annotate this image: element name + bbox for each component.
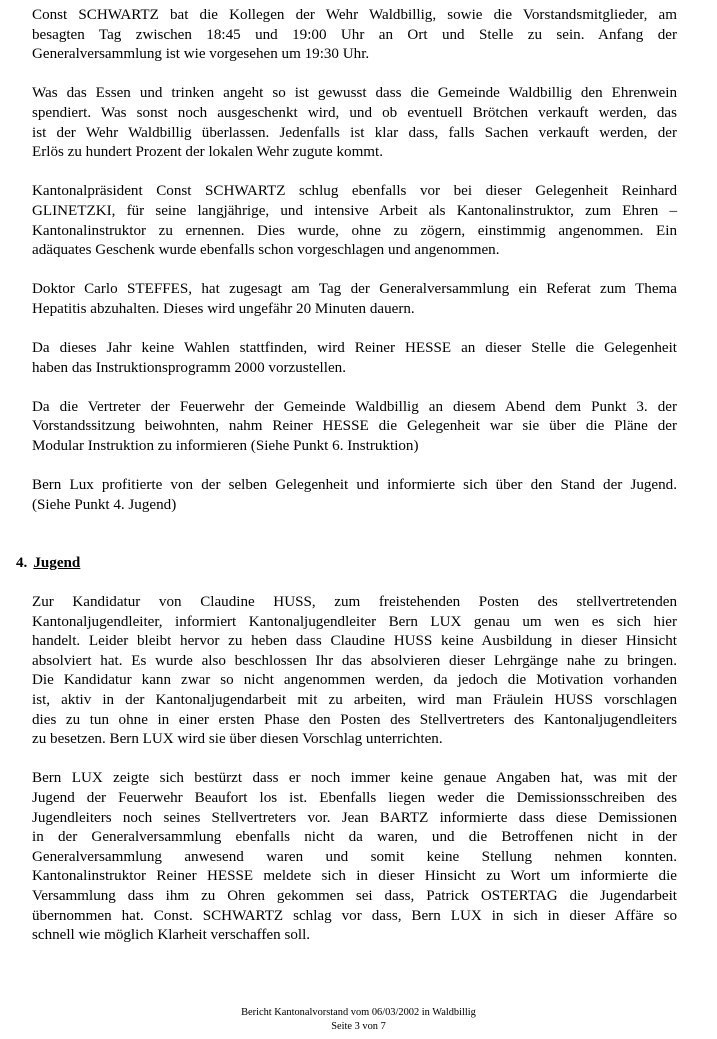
section-number: 4. [16, 555, 28, 572]
paragraph [32, 476, 677, 515]
paragraph-line: Bern LUX zeigte sich bestürzt dass er noch immer keine genaue Angaben hat, was mit der [32, 770, 677, 787]
paragraph-line: Jugendleiters noch seines Stellvertreters vor. Jean BARTZ informierte dass diese Demissionen [32, 809, 677, 826]
footer-page-sep: von [362, 1021, 378, 1032]
paragraph-line: Hepatitis abzuhalten. Dieses wird ungefähr 20 Minuten dauern. [32, 300, 415, 317]
paragraph-line: übernommen hat. Const. SCHWARTZ schlag vor dass, Bern LUX in sich in dieser Affäre so [32, 907, 677, 924]
paragraph-line: dies zu tun ohne in einer ersten Phase den Posten des Stellvertreters des Kantonaljugendleiters [32, 711, 677, 728]
footer-report-line: Bericht Kantonalvorstand vom 06/03/2002 in Waldbillig [241, 1007, 476, 1018]
paragraph [32, 593, 677, 750]
paragraph [32, 398, 677, 457]
paragraph-line: Kantonalpräsident Const SCHWARTZ schlug ebenfalls vor bei dieser Gelegenheit Reinhard [32, 183, 677, 200]
paragraph-line: Const SCHWARTZ bat die Kollegen der Wehr Waldbillig, sowie die Vorstandsmitglieder, am [32, 7, 677, 23]
paragraph-line: GLINETZKI, für seine langjährige, und intensive Arbeit als Kantonalinstruktor, zum Ehren – [32, 202, 677, 219]
page-footer [0, 1006, 717, 1034]
section-title: Jugend [33, 555, 81, 572]
paragraph-line: Kantonalinstruktor Reiner HESSE meldete sich in dieser Hinsicht zu Wort um informierte die [32, 868, 677, 885]
paragraph-line: Da die Vertreter der Feuerwehr der Gemeinde Waldbillig an diesem Abend dem Punkt 3. der [32, 398, 677, 415]
paragraph-line: in der Generalversammlung ebenfalls nicht da waren, und die Betroffenen nicht in der [32, 829, 677, 846]
paragraph-line: Was das Essen und trinken angeht so ist gewusst dass die Gemeinde Waldbillig den Ehrenwein [32, 85, 677, 102]
paragraph-line: Modular Instruktion zu informieren (Siehe Punkt 6. Instruktion) [32, 438, 419, 455]
paragraph-line: Jugend der Feuerwehr Beaufort los ist. Ebenfalls liegen weder die Demissionsschreiben des [32, 789, 677, 806]
paragraph-line: Vorstandssitzung beiwohnten, nahm Reiner HESSE die Gelegenheit war sie über die Pläne der [32, 418, 677, 435]
paragraph-line: Doktor Carlo STEFFES, hat zugesagt am Tag der Generalversammlung ein Referat zum Thema [32, 281, 677, 298]
footer-page-number [0, 1020, 717, 1034]
paragraph [32, 84, 677, 162]
paragraph-line: Generalversammlung ist wie vorgesehen um 19:30 Uhr. [32, 46, 370, 63]
paragraph-line: Erlös zu hundert Prozent der lokalen Wehr zugute kommt. [32, 144, 384, 161]
paragraph [32, 339, 677, 378]
footer-page-total: 7 [380, 1021, 386, 1032]
paragraph-line: ist der Wehr Waldbillig überlassen. Jedenfalls ist klar dass, falls Sachen verkauft werden, der [32, 124, 677, 141]
paragraph-line: Kantonalinstruktor zu ernennen. Dies wurde, ohne zu zögern, einstimmig angenommen. Ein [32, 222, 677, 239]
paragraph-line: Generalversammlung anwesend waren und somit keine Stellung nehmen konnten. [32, 848, 677, 865]
paragraph-line: Kantonaljugendleiter, informiert Kantonaljugendleiter Bern LUX genau um wen es sich hier [32, 613, 677, 630]
paragraph-line: zu besetzen. Bern LUX wird sie über diesen Vorschlag unterrichten. [32, 731, 443, 748]
paragraph-line: Versammlung dass ihm zu Ohren gekommen sei dass, Patrick OSTERTAG die Jugendarbeit [32, 887, 677, 904]
paragraph-line: adäquates Geschenk wurde ebenfalls schon vorgeschlagen und angenommen. [32, 242, 500, 259]
paragraph [32, 280, 677, 319]
section-heading [16, 554, 677, 574]
paragraph-line: Bern Lux profitierte von der selben Gelegenheit und informierte sich über den Stand der Jugend. [32, 477, 677, 494]
paragraph [32, 769, 677, 945]
paragraphs-before [32, 6, 677, 515]
document-page [16, 6, 677, 965]
paragraph-line: Da dieses Jahr keine Wahlen stattfinden, wird Reiner HESSE an dieser Stelle die Gelegenheit [32, 340, 677, 357]
footer-page-current: 3 [354, 1021, 360, 1032]
footer-page-prefix: Seite [331, 1021, 352, 1032]
paragraph-line: (Siehe Punkt 4. Jugend) [32, 496, 177, 513]
paragraph-line: besagten Tag zwischen 18:45 und 19:00 Uhr an Ort und Stelle zu sein. Anfang der [32, 26, 677, 43]
paragraph-line: Zur Kandidatur von Claudine HUSS, zum freistehenden Posten des stellvertretenden [32, 594, 677, 611]
paragraph-line: spendiert. Was sonst noch ausgeschenkt wird, und ob eventuell Brötchen verkauft werden, das [32, 104, 677, 121]
paragraphs-after [32, 593, 677, 946]
paragraph-line: haben das Instruktionsprogramm 2000 vorzustellen. [32, 359, 346, 376]
paragraph [32, 6, 677, 65]
paragraph-line: schnell wie möglich Klarheit verschaffen soll. [32, 927, 311, 944]
paragraph [32, 182, 677, 260]
paragraph-line: Die Kandidatur kann zwar so nicht angenommen werden, da jedoch die Motivation vorhanden [32, 672, 677, 689]
paragraph-line: handelt. Leider bleibt hervor zu heben dass Claudine HUSS keine Ausbildung in dieser Hinsicht [32, 633, 677, 650]
paragraph-line: absolviert hat. Es wurde also beschlossen Ihr das absolvieren dieser Lehrgänge nahe zu bringen. [32, 652, 677, 669]
paragraph-line: ist, aktiv in der Kantonaljugendarbeit mit zu arbeiten, wird man Fräulein HUSS vorschlagen [32, 692, 677, 708]
